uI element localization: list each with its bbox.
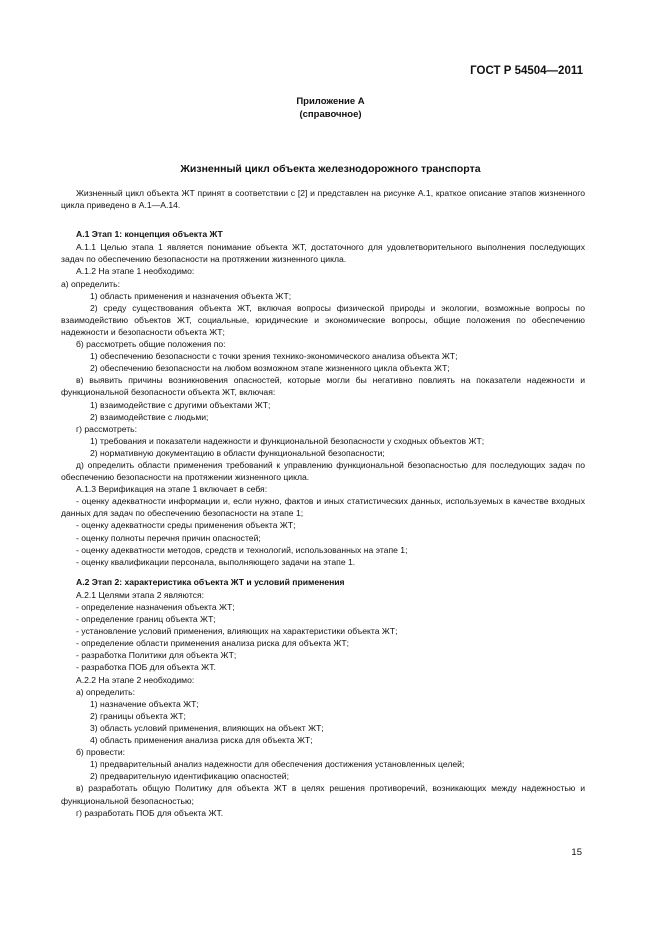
list-item: - оценку квалификации персонала, выполняющего задачи на этапе 1. [76,556,356,567]
annex-label: Приложение А [296,96,365,107]
list-item: 1) обеспечению безопасности с точки зрения технико-экономического анализа объекта ЖТ; [90,351,458,362]
list-item: - оценку адекватности методов, средств и технологий, использованных на этапе 1; [76,544,408,555]
section-heading: А.1 Этап 1: концепция объекта ЖТ [76,229,223,240]
list-item: - определение области применения анализа риска для объекта ЖТ; [76,638,350,649]
list-item: г) рассмотреть: [76,423,138,434]
list-item: - разработка Политики для объекта ЖТ; [76,650,237,661]
list-item: а) определить: [76,686,135,697]
list-item: 2) предварительную идентификацию опасностей; [90,771,289,782]
list-item: 2) среду существования объекта ЖТ, включая вопросы физической природы и экологии, возможные вопросы по взаимодействию объектов ЖТ, социальные, юридические и экономические вопросы, общие положения по обеспечению надежности и безопасности объекта ЖТ; [61,302,585,337]
page-number: 15 [571,847,582,858]
list-item: г) разработать ПОБ для объекта ЖТ. [76,807,224,818]
document-body [61,187,585,819]
list-item: 2) границы объекта ЖТ; [90,710,186,721]
section-heading: А.2 Этап 2: характеристика объекта ЖТ и условий применения [76,576,345,587]
list-item: б) рассмотреть общие положения по: [76,339,226,350]
list-item: в) разработать общую Политику для объекта ЖТ в целях решения противоречий, возникающих между надежностью и функциональной безопасностью; [61,783,585,806]
list-item: 2) обеспечению безопасности на любом возможном этапе жизненного цикла объекта ЖТ; [90,363,450,374]
paragraph: А.1.1 Целью этапа 1 является понимание объекта ЖТ, достаточного для удовлетворительного выполнения последующих задач по обеспечению безопасности на протяжении жизненного цикла. [61,242,585,265]
paragraph: А.1.3 Верификация на этапе 1 включает в себя: [76,484,268,495]
list-item: 1) требования и показатели надежности и функциональной безопасности у сходных объектов ЖТ; [90,435,485,446]
annex-type: (справочное) [299,109,362,120]
list-item: 1) взаимодействие с другими объектами ЖТ; [90,399,271,410]
list-item: 2) нормативную документацию в области функциональной безопасности; [90,447,385,458]
list-item: б) провести: [76,747,126,758]
list-item: 1) область применения и назначения объекта ЖТ; [90,290,292,301]
list-item: 2) взаимодействие с людьми; [90,411,209,422]
list-item: - разработка ПОБ для объекта ЖТ. [76,662,216,673]
list-item: в) выявить причины возникновения опасностей, которые могли бы негативно повлиять на показатели надежности и функциональной безопасности объекта ЖТ, включая: [61,375,585,398]
annex-title: Жизненный цикл объекта железнодорожного транспорта [180,163,481,175]
list-item: - оценку адекватности информации и, если нужно, фактов и иных статистических данных, используемых в качестве входных данных для задач по обеспечению безопасности на этапе 1; [61,496,585,519]
section-a2 [61,576,585,819]
paragraph: А.2.2 На этапе 2 необходимо: [76,674,195,685]
document-code: ГОСТ Р 54504—2011 [470,65,583,77]
list-item: - оценку полноты перечня причин опасностей; [76,532,261,543]
section-a1 [61,228,585,568]
intro-paragraph: Жизненный цикл объекта ЖТ принят в соответствии с [2] и представлен на рисунке А.1, краткое описание этапов жизненного цикла приведено в А.1—А.14. [61,188,585,211]
list-item: 3) область условий применения, влияющих на объект ЖТ; [90,722,324,733]
annex-heading [0,95,661,121]
list-item: д) определить области применения требований к управлению функциональной безопасностью для последующих задач по обеспечению безопасности на протяжении жизненного цикла. [61,459,585,483]
list-item: 1) предварительный анализ надежности для обеспечения достижения установленных целей; [90,759,465,770]
paragraph: А.1.2 На этапе 1 необходимо: [76,266,195,277]
list-item: 1) назначение объекта ЖТ; [90,698,199,709]
list-item: - определение границ объекта ЖТ; [76,614,216,625]
paragraph: А.2.1 Целями этапа 2 являются: [76,589,204,600]
list-item: а) определить: [61,278,120,289]
list-item: - определение назначения объекта ЖТ; [76,602,235,612]
list-item: - оценку адекватности среды применения объекта ЖТ; [76,520,296,531]
list-item: - установление условий применения, влияющих на характеристики объекта ЖТ; [76,626,398,637]
list-item: 4) область применения анализа риска для объекта ЖТ; [90,735,313,746]
